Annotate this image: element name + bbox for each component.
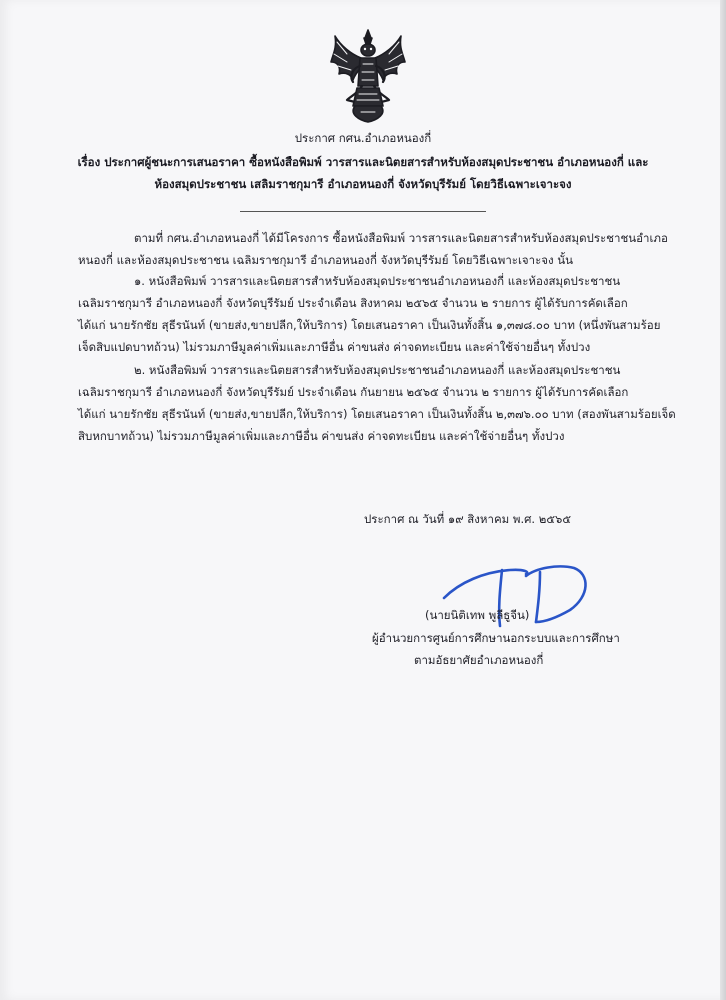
item-2-line-4: สิบหกบาทถ้วน) ไม่รวมภาษีมูลค่าเพิ่มและภาษีอื่น ค่าขนส่ง ค่าจดทะเบียน และค่าใช้จ่ายอื่นๆ ทั้งปวง xyxy=(78,429,565,443)
item-2-line-2: เฉลิมราชกุมารี อำเภอหนองกี่ จังหวัดบุรีรัมย์ ประจำเดือน กันยายน ๒๕๖๕ จำนวน ๒ รายการ ผู้ได้รับการคัดเลือก xyxy=(78,385,629,399)
signatory-name: (นายนิติเทพ พูลีธูจีน) xyxy=(425,608,530,622)
item-2-line-1: ๒. หนังสือพิมพ์ วารสารและนิตยสารสำหรับห้องสมุดประชาชนอำเภอหนองกี่ และห้องสมุดประชาชน xyxy=(134,363,621,377)
announcement-date: ประกาศ ณ วันที่ ๑๙ สิงหาคม พ.ศ. ๒๕๖๕ xyxy=(364,512,572,526)
item-2-line-3: ได้แก่ นายรักชัย สุธีรนันท์ (ขายส่ง,ขายปลีก,ให้บริการ) โดยเสนอราคา เป็นเงินทั้งสิ้น ๒,๓๗๖.๐๐ บาท (สองพันสามร้อยเจ็ด xyxy=(78,407,676,421)
subject-line-2: ห้องสมุดประชาชน เสลิมราชกุมารี อำเภอหนองกี่ จังหวัดบุรีรัมย์ โดยวิธีเฉพาะเจาะจง xyxy=(154,177,572,191)
garuda-emblem-icon xyxy=(329,28,407,124)
item-1-line-1: ๑. หนังสือพิมพ์ วารสารและนิตยสารสำหรับห้องสมุดประชาชนอำเภอหนองกี่ และห้องสมุดประชาชน xyxy=(134,274,621,288)
subject-line-1: เรื่อง ประกาศผู้ชนะการเสนอราคา ซื้อหนังสือพิมพ์ วารสารและนิตยสารสำหรับห้องสมุดประชาชน อำเภอหนองกี่ และ xyxy=(77,155,649,169)
item-1-line-3: ได้แก่ นายรักชัย สุธีรนันท์ (ขายส่ง,ขายปลีก,ให้บริการ) โดยเสนอราคา เป็นเงินทั้งสิ้น ๑,๓๗๘.๐๐ บาท (หนึ่งพันสามร้อย xyxy=(78,318,661,332)
signatory-position-line-1: ผู้อำนวยการศูนย์การศึกษานอกระบบและการศึกษา xyxy=(372,631,620,645)
signatory-position-line-2: ตามอัธยาศัยอำเภอหนองกี่ xyxy=(414,653,544,667)
page-edge-shadow xyxy=(720,0,726,1000)
issuer-title: ประกาศ กศน.อำเภอหนองกี่ xyxy=(294,131,432,145)
intro-line-1: ตามที่ กศน.อำเภอหนองกี่ ได้มีโครงการ ซื้อหนังสือพิมพ์ วารสารและนิตยสารสำหรับห้องสมุดประชาชนอำเภอ xyxy=(134,231,668,245)
intro-line-2: หนองกี่ และห้องสมุดประชาชน เฉลิมราชกุมารี อำเภอหนองกี่ จังหวัดบุรีรัมย์ โดยวิธีเฉพาะเจาะจง นั้น xyxy=(78,253,574,267)
item-1-line-2: เฉลิมราชกุมารี อำเภอหนองกี่ จังหวัดบุรีรัมย์ ประจำเดือน สิงหาคม ๒๕๖๕ จำนวน ๒ รายการ ผู้ได้รับการคัดเลือก xyxy=(78,296,628,310)
header-divider xyxy=(240,211,486,212)
item-1-line-4: เจ็ดสิบแปดบาทถ้วน) ไม่รวมภาษีมูลค่าเพิ่มและภาษีอื่น ค่าขนส่ง ค่าจดทะเบียน และค่าใช้จ่ายอื่นๆ ทั้งปวง xyxy=(78,340,591,354)
